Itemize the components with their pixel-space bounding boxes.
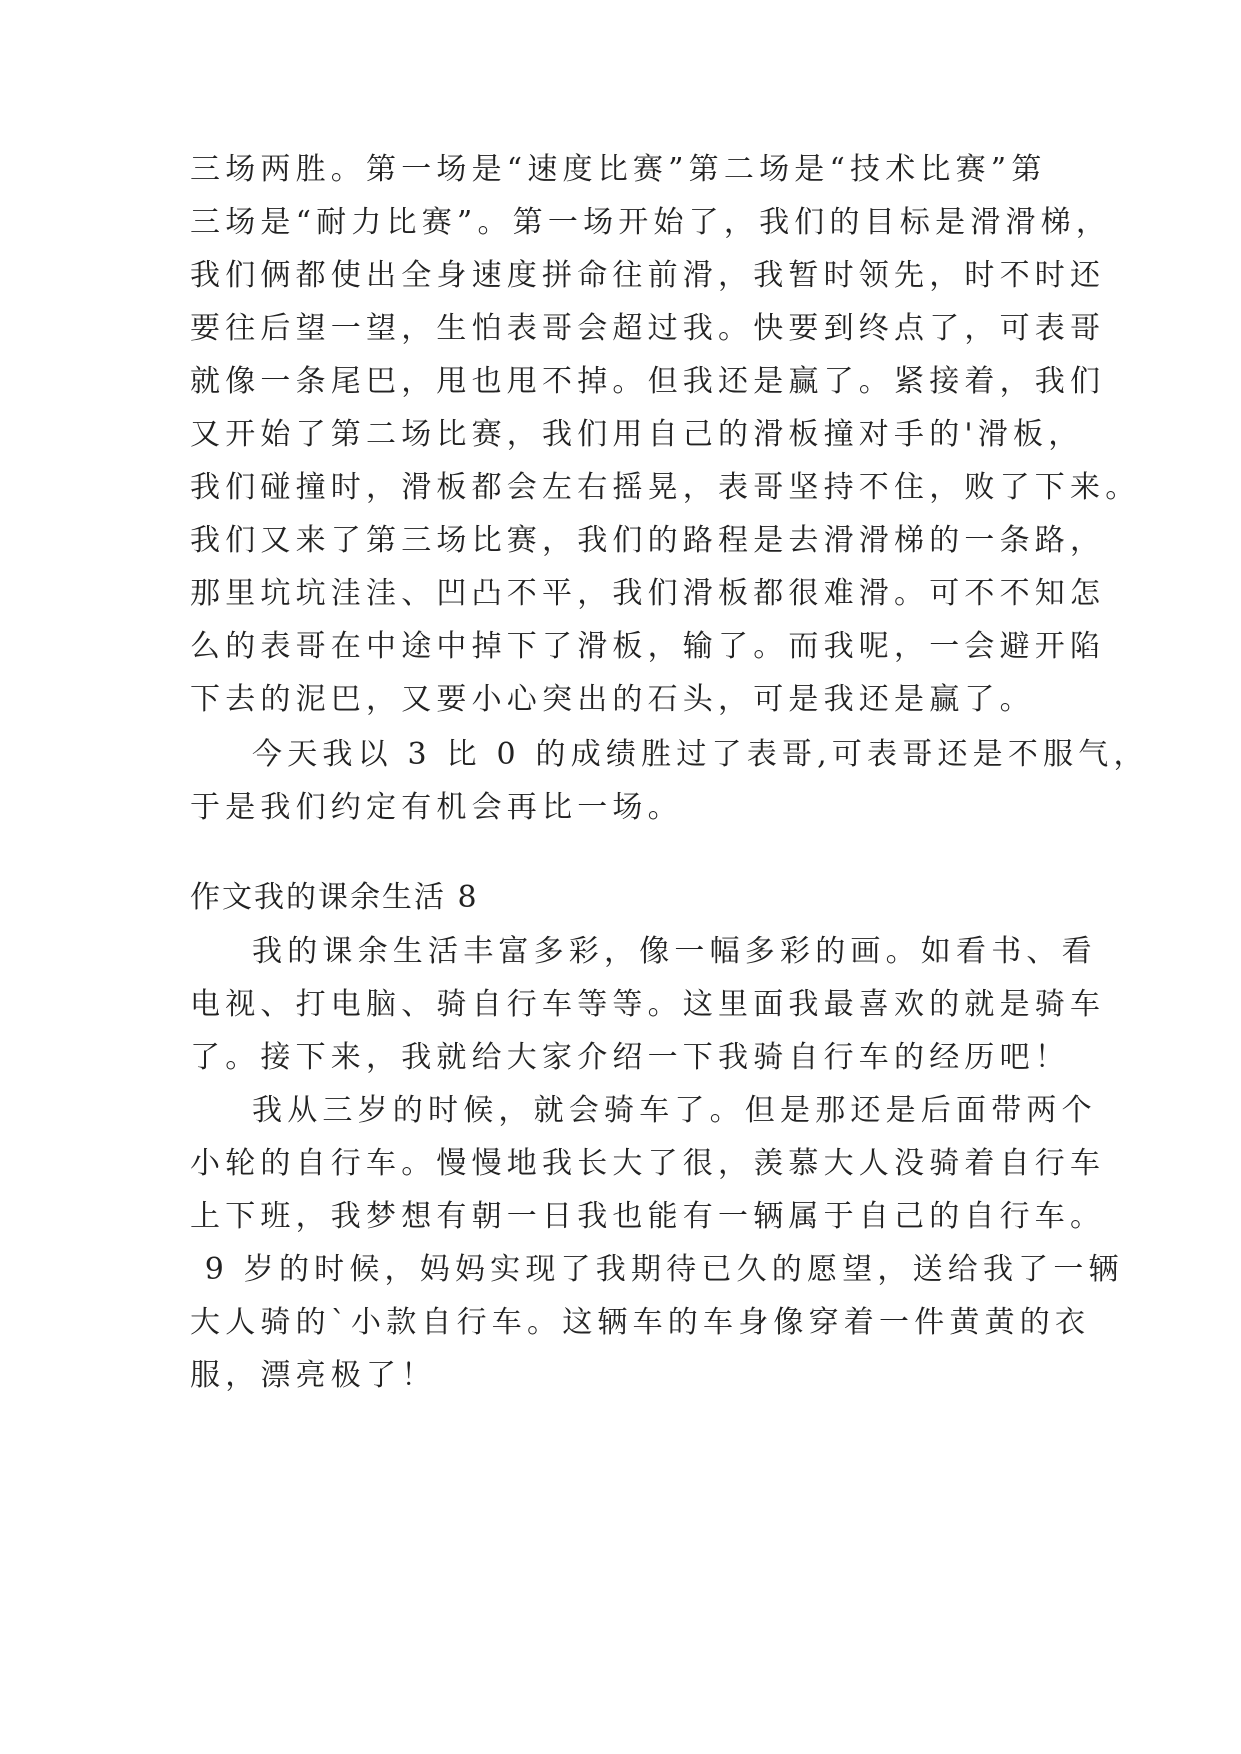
paragraph-line: 上下班，我梦想有朝一日我也能有一辆属于自己的自行车。 [190, 1199, 1106, 1234]
paragraph-line: 今天我以 3 比 0 的成绩胜过了表哥,可表哥还是不服气， [252, 737, 1149, 772]
paragraph-line: 小轮的自行车。慢慢地我长大了很，羡慕大人没骑着自行车 [190, 1146, 1106, 1181]
paragraph-line: 了。接下来，我就给大家介绍一下我骑自行车的经历吧！ [190, 1040, 1070, 1075]
paragraph-line: 我们俩都使出全身速度拼命往前滑，我暂时领先，时不时还 [190, 258, 1106, 293]
paragraph-line: 要往后望一望，生怕表哥会超过我。快要到终点了，可表哥 [190, 311, 1106, 346]
paragraph-line: 三场两胜。第一场是“速度比赛”第二场是“技术比赛”第 [190, 152, 1047, 187]
paragraph-line: 我的课余生活丰富多彩，像一幅多彩的画。如看书、看 [252, 934, 1097, 969]
paragraph-line: 电视、打电脑、骑自行车等等。这里面我最喜欢的就是骑车 [190, 987, 1106, 1022]
essay-title: 作文我的课余生活 8 [190, 880, 479, 915]
paragraph-line: 服，漂亮极了！ [190, 1358, 437, 1393]
paragraph-line: 三场是“耐力比赛”。第一场开始了，我们的目标是滑滑梯， [190, 205, 1112, 240]
paragraph-line: 于是我们约定有机会再比一场。 [190, 790, 683, 825]
paragraph-line: 下去的泥巴，又要小心突出的石头，可是我还是赢了。 [190, 682, 1035, 717]
paragraph-line: 就像一条尾巴，甩也甩不掉。但我还是赢了。紧接着，我们 [190, 364, 1106, 399]
paragraph-line: 又开始了第二场比赛，我们用自己的滑板撞对手的'滑板， [190, 417, 1084, 452]
paragraph-line: 我从三岁的时候，就会骑车了。但是那还是后面带两个 [252, 1093, 1097, 1128]
paragraph-line: 我们碰撞时，滑板都会左右摇晃，表哥坚持不住，败了下来。 [190, 470, 1141, 505]
paragraph-line: 我们又来了第三场比赛，我们的路程是去滑滑梯的一条路， [190, 523, 1106, 558]
paragraph-line: 大人骑的`小款自行车。这辆车的车身像穿着一件黄黄的衣 [190, 1305, 1091, 1340]
paragraph-line: 么的表哥在中途中掉下了滑板，输了。而我呢，一会避开陷 [190, 629, 1106, 664]
paragraph-line: 那里坑坑洼洼、凹凸不平，我们滑板都很难滑。可不不知怎 [190, 576, 1106, 611]
paragraph-line: 9 岁的时候，妈妈实现了我期待已久的愿望，送给我了一辆 [190, 1252, 1124, 1287]
